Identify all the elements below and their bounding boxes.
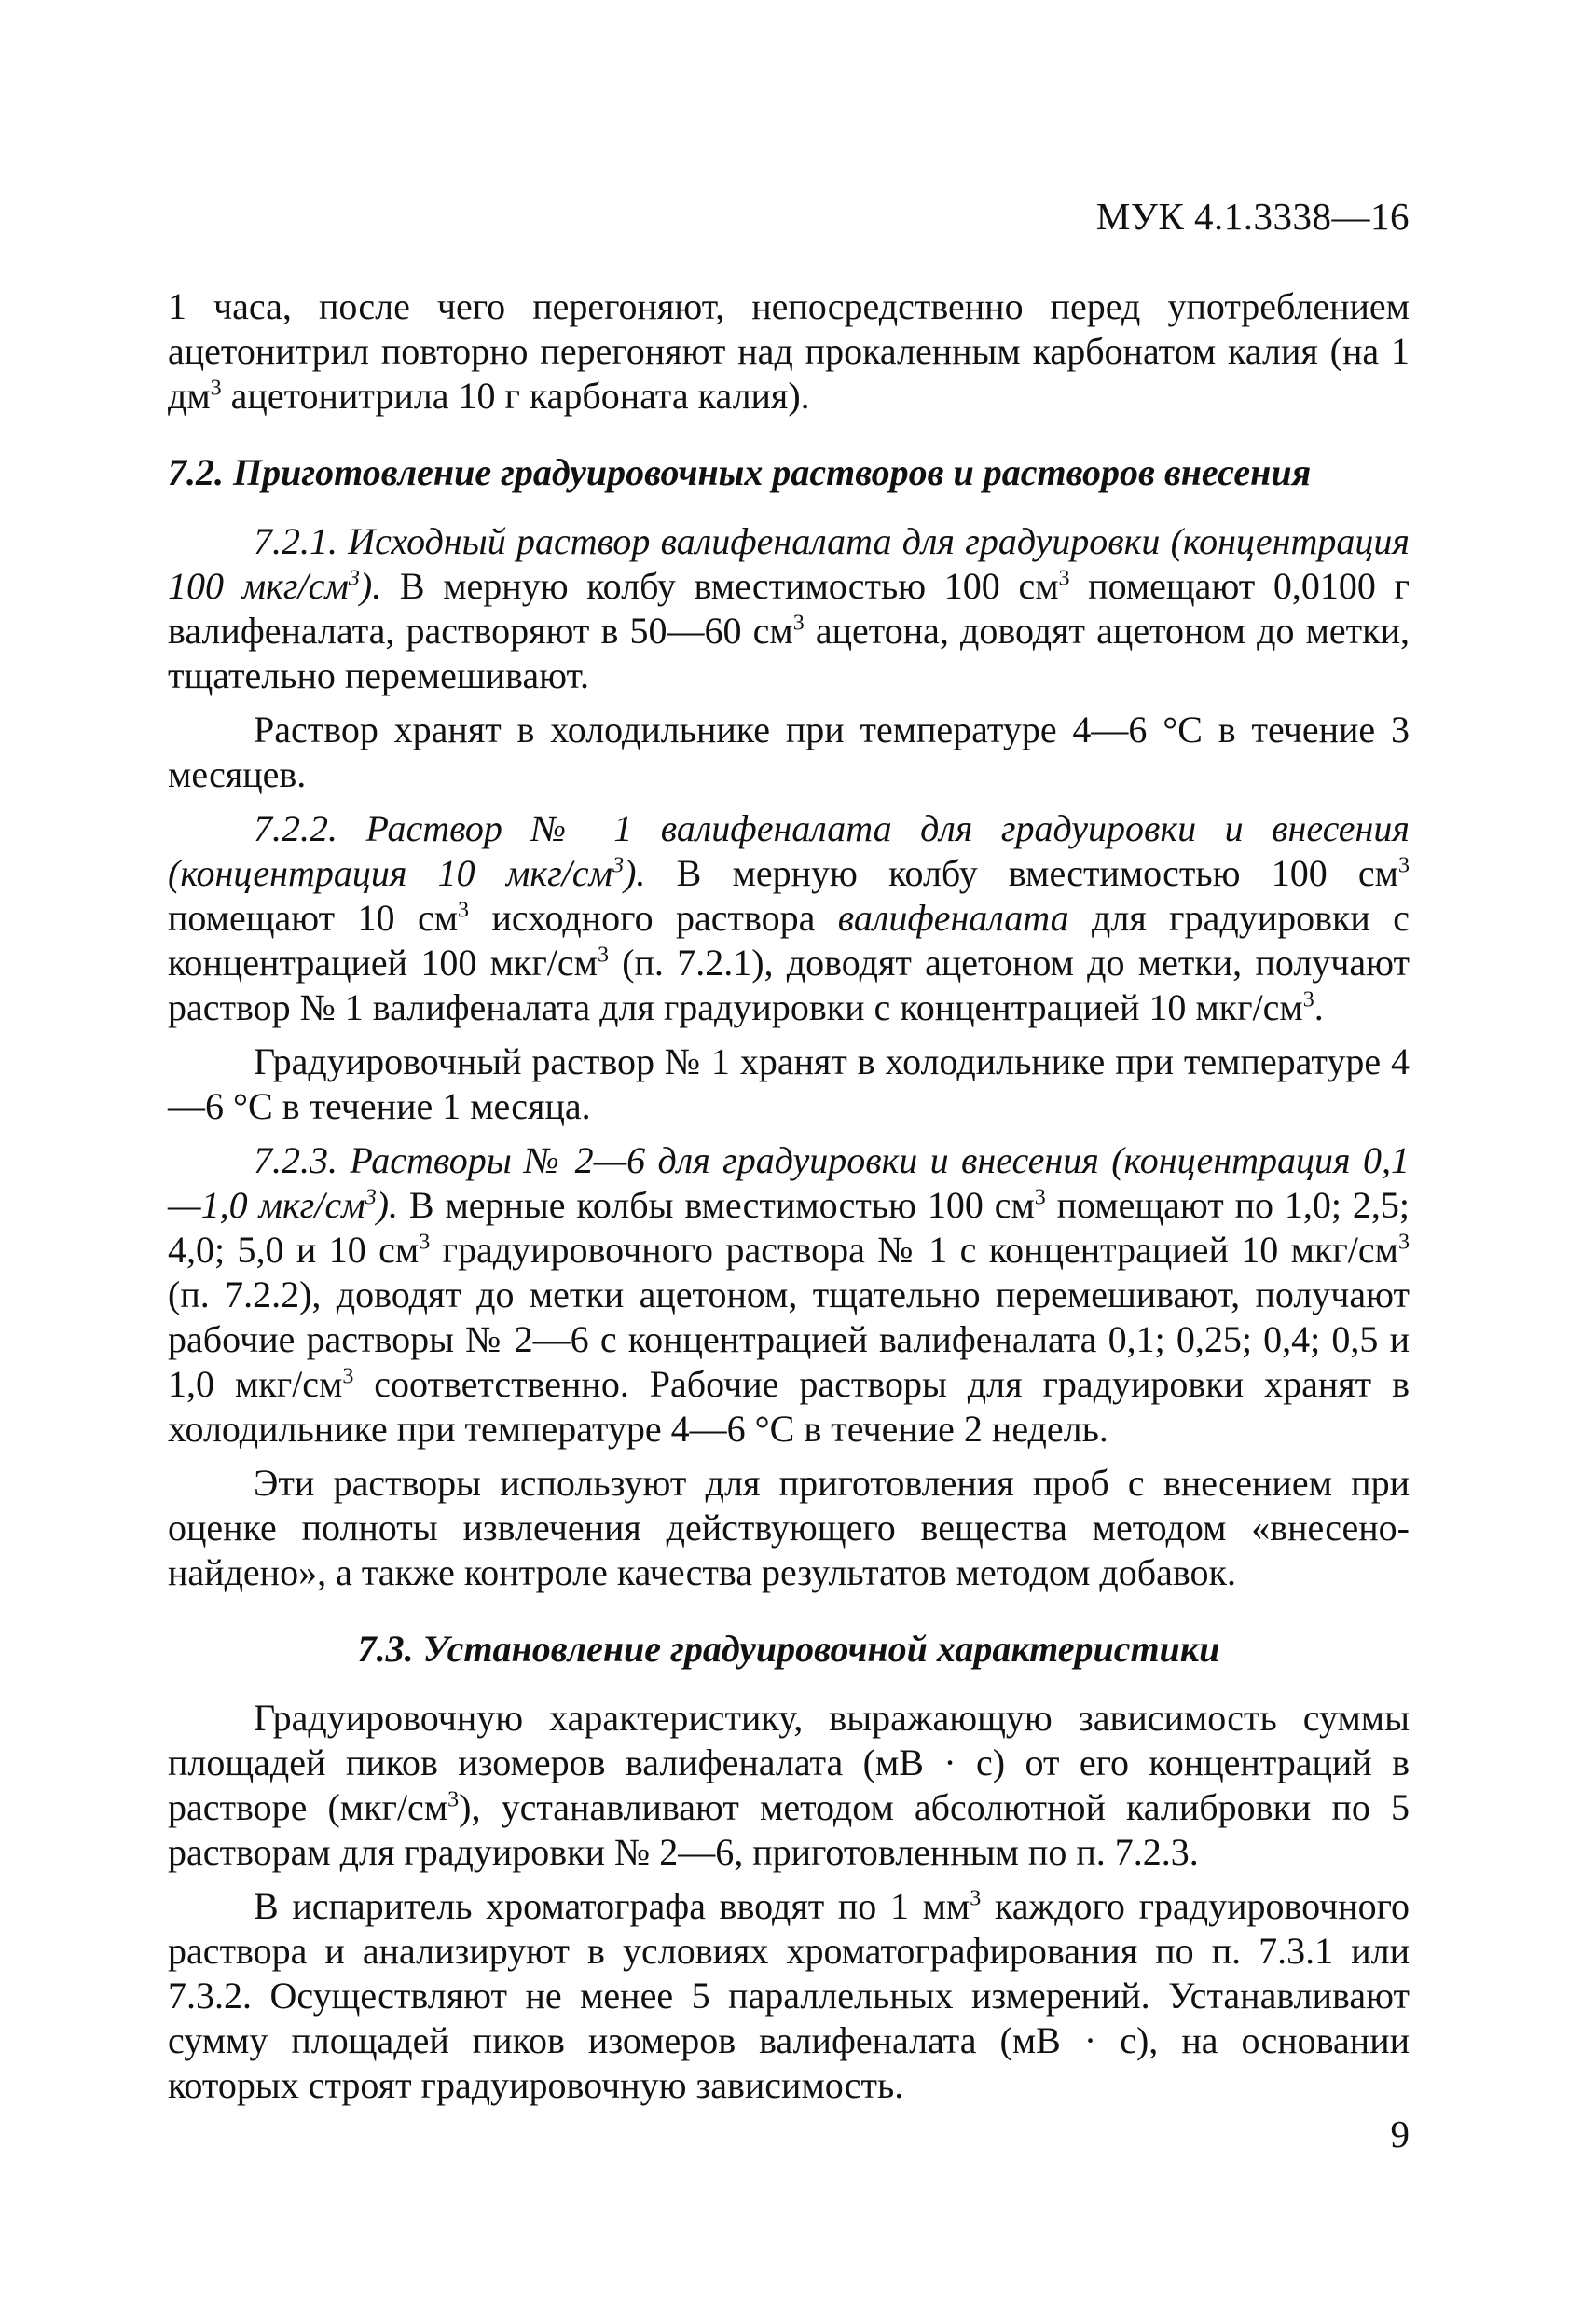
subsection-title: 7.2.1. Исходный раствор валифеналата для градуировки (концентрация 100 мкг/$см^3$). <box>168 520 1410 607</box>
subsection-7-2-1: 7.2.1. Исходный раствор валифеналата для градуировки (концентрация 100 мкг/$см^3$). В мерную колбу вместимостью 100 $см^3$ помещают 0,0100 г валифеналата, растворяют в 50—60 $см^3$ ацетона, доводят ацетоном до метки, тщательно перемешивают. <box>168 520 1410 696</box>
section-heading-7-3: 7.3. Установление градуировочной характеристики <box>357 1628 1220 1670</box>
document-code-header: МУК 4.1.3338—16 <box>1095 195 1410 238</box>
intro-paragraph: 1 часа, после чего перегоняют, непосредственно перед употреблением ацетонитрил повторно перегоняют над прокаленным карбонатом калия (на 1 $дм^3$ ацетонитрила 10 г карбоната калия). <box>168 285 1410 417</box>
section-heading-7-2: 7.2. Приготовление градуировочных растворов и растворов внесения <box>168 451 1312 493</box>
subsection-7-2-2: 7.2.2. Раствор № 1 валифеналата для градуировки и внесения (концентрация 10 мкг/$см^3$). В мерную колбу вместимостью 100 $см^3$ помещают 10 $см^3$ исходного раствора валифеналата для градуировки с концентрацией 100 мкг/$см^3$ (п. 7.2.1), доводят ацетоном до метки, получают раствор № 1 валифеналата для градуировки с концентрацией 10 мкг/$см^3$. <box>168 807 1410 1028</box>
page-number: 9 <box>1390 2113 1410 2155</box>
subsection-title: 7.2.2. Раствор № 1 валифеналата для градуировки и внесения (концентрация 10 мкг/$см^3$). <box>168 807 1410 894</box>
paragraph-7-3-procedure: В испаритель хроматографа вводят по 1 $мм^3$ каждого градуировочного раствора и анализируют в условиях хроматографирования по п. 7.3.1 или 7.3.2. Осуществляют не менее 5 параллельных измерений. Устанавливают сумму площадей пиков изомеров валифеналата (мВ · с), на основании которых строят градуировочную зависимость. <box>168 1885 1410 2106</box>
paragraph-7-3-calibration: Градуировочную характеристику, выражающую зависимость суммы площадей пиков изомеров валифеналата (мВ · с) от его концентраций в растворе $(мкг/см^3)$, устанавливают методом абсолютной калибровки по 5 растворам для градуировки № 2—6, приготовленным по п. 7.2.3. <box>168 1697 1410 1873</box>
storage-note-7-2-2: Градуировочный раствор № 1 хранят в холодильнике при температуре 4—6 °С в течение 1 месяца. <box>168 1040 1410 1127</box>
storage-note-7-2-1: Раствор хранят в холодильнике при температуре 4—6 °С в течение 3 месяцев. <box>168 709 1410 795</box>
document-body <box>168 284 1410 2108</box>
subsection-7-2-3: 7.2.3. Растворы № 2—6 для градуировки и внесения (концентрация 0,1—1,0 мкг/$см^3$). В мерные колбы вместимостью 100 $см^3$ помещают по 1,0; 2,5; 4,0; 5,0 и 10 $см^3$ градуировочного раствора № 1 с концентрацией 10 мкг/$см^3$ (п. 7.2.2), доводят до метки ацетоном, тщательно перемешивают, получают рабочие растворы № 2—6 с концентрацией валифеналата 0,1; 0,25; 0,4; 0,5 и 1,0 мкг/$см^3$ соответственно. Рабочие растворы для градуировки хранят в холодильнике при температуре 4—6 °С в течение 2 недель. <box>168 1139 1410 1450</box>
usage-note-7-2-3: Эти растворы используют для приготовления проб с внесением при оценке полноты извлечения действующего вещества методом «внесено-найдено», а также контроле качества результатов методом добавок. <box>168 1462 1410 1593</box>
subsection-title: 7.2.3. Растворы № 2—6 для градуировки и внесения (концентрация 0,1—1,0 мкг/$см^3$). <box>168 1139 1410 1226</box>
